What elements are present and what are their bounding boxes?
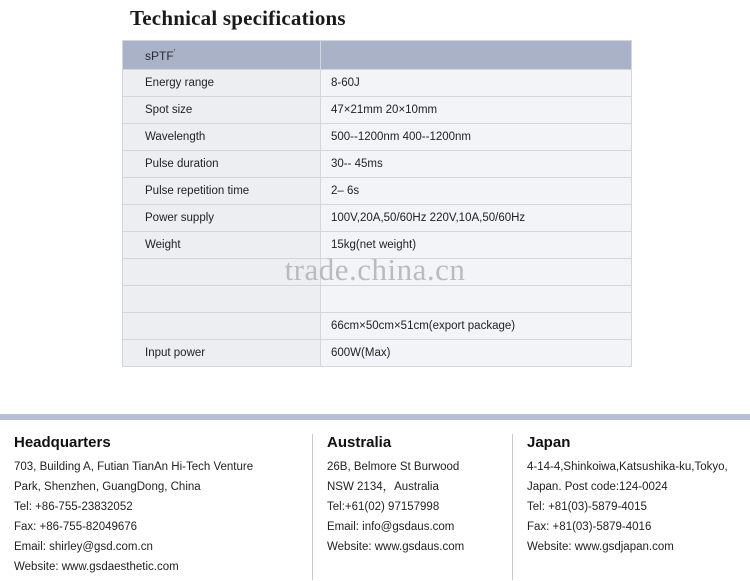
table-row bbox=[123, 97, 632, 124]
spec-value: 2– 6s bbox=[321, 178, 632, 205]
footer-line: 4-14-4,Shinkoiwa,Katsushika-ku,Tokyo, bbox=[527, 461, 728, 473]
spec-value: 47×21mm 20×10mm bbox=[321, 97, 632, 124]
spec-value: 8-60J bbox=[321, 70, 632, 97]
footer-heading: Australia bbox=[327, 434, 392, 451]
footer-line: 703, Building A, Futian TianAn Hi-Tech Venture bbox=[14, 461, 254, 473]
footer bbox=[0, 414, 750, 581]
table-row bbox=[123, 151, 632, 178]
footer-line: Email: info@gsdaus.com bbox=[327, 521, 455, 533]
footer-line: Website: www.gsdaesthetic.com bbox=[14, 561, 179, 573]
spec-value: 66cm×50cm×51cm(export package) bbox=[321, 313, 632, 340]
table-header-model bbox=[123, 41, 321, 70]
spec-label: Pulse duration bbox=[123, 151, 321, 178]
watermark: trade.china.cn bbox=[284, 252, 466, 287]
table-row bbox=[123, 70, 632, 97]
footer-heading: Headquarters bbox=[14, 434, 111, 451]
footer-line: Park, Shenzhen, GuangDong, China bbox=[14, 481, 201, 493]
spec-value: 500--1200nm 400--1200nm bbox=[321, 124, 632, 151]
spec-label bbox=[123, 313, 321, 340]
spec-label: Spot size bbox=[123, 97, 321, 124]
spec-value: 600W(Max) bbox=[321, 340, 632, 367]
table-header-row bbox=[123, 41, 632, 70]
spec-label bbox=[123, 286, 321, 313]
table-row bbox=[123, 286, 632, 313]
table-header-model-label: sPTF bbox=[145, 48, 174, 63]
footer-line: Tel:+61(02) 97157998 bbox=[327, 501, 440, 513]
table-row bbox=[123, 340, 632, 367]
footer-line: Website: www.gsdaus.com bbox=[327, 541, 465, 553]
spec-value bbox=[321, 259, 632, 286]
spec-value bbox=[321, 286, 632, 313]
table-row bbox=[123, 124, 632, 151]
technical-specifications-table bbox=[122, 40, 632, 367]
footer-line: Email: shirley@gsd.com.cn bbox=[14, 541, 153, 553]
footer-column-headquarters bbox=[0, 434, 312, 580]
spec-value: 15kg(net weight) bbox=[321, 232, 632, 259]
spec-value: 30-- 45ms bbox=[321, 151, 632, 178]
table-row bbox=[123, 313, 632, 340]
table-header-model-sup: ' bbox=[173, 47, 176, 57]
spec-label: Power supply bbox=[123, 205, 321, 232]
footer-heading: Japan bbox=[527, 434, 571, 451]
footer-column-australia bbox=[312, 434, 512, 580]
table-row bbox=[123, 232, 632, 259]
spec-label: Weight bbox=[123, 232, 321, 259]
table-header-value bbox=[321, 41, 632, 70]
spec-value: 100V,20A,50/60Hz 220V,10A,50/60Hz bbox=[321, 205, 632, 232]
page-title: Technical specifications bbox=[130, 6, 346, 30]
footer-line: NSW 2134，Australia bbox=[327, 481, 439, 493]
spec-label: Energy range bbox=[123, 70, 321, 97]
table-row bbox=[123, 259, 632, 286]
spec-label: Input power bbox=[123, 340, 321, 367]
footer-line: Japan. Post code:124-0024 bbox=[527, 481, 668, 493]
footer-line: Website: www.gsdjapan.com bbox=[527, 541, 674, 553]
footer-line: 26B, Belmore St Burwood bbox=[327, 461, 460, 473]
footer-line: Tel: +86-755-23832052 bbox=[14, 501, 133, 513]
spec-label: Pulse repetition time bbox=[123, 178, 321, 205]
footer-line: Tel: +81(03)-5879-4015 bbox=[527, 501, 647, 513]
table-row bbox=[123, 178, 632, 205]
footer-column-japan bbox=[512, 434, 750, 580]
footer-line: Fax: +81(03)-5879-4016 bbox=[527, 521, 652, 533]
spec-label: Wavelength bbox=[123, 124, 321, 151]
table-row bbox=[123, 205, 632, 232]
footer-line: Fax: +86-755-82049676 bbox=[14, 521, 138, 533]
spec-label bbox=[123, 259, 321, 286]
